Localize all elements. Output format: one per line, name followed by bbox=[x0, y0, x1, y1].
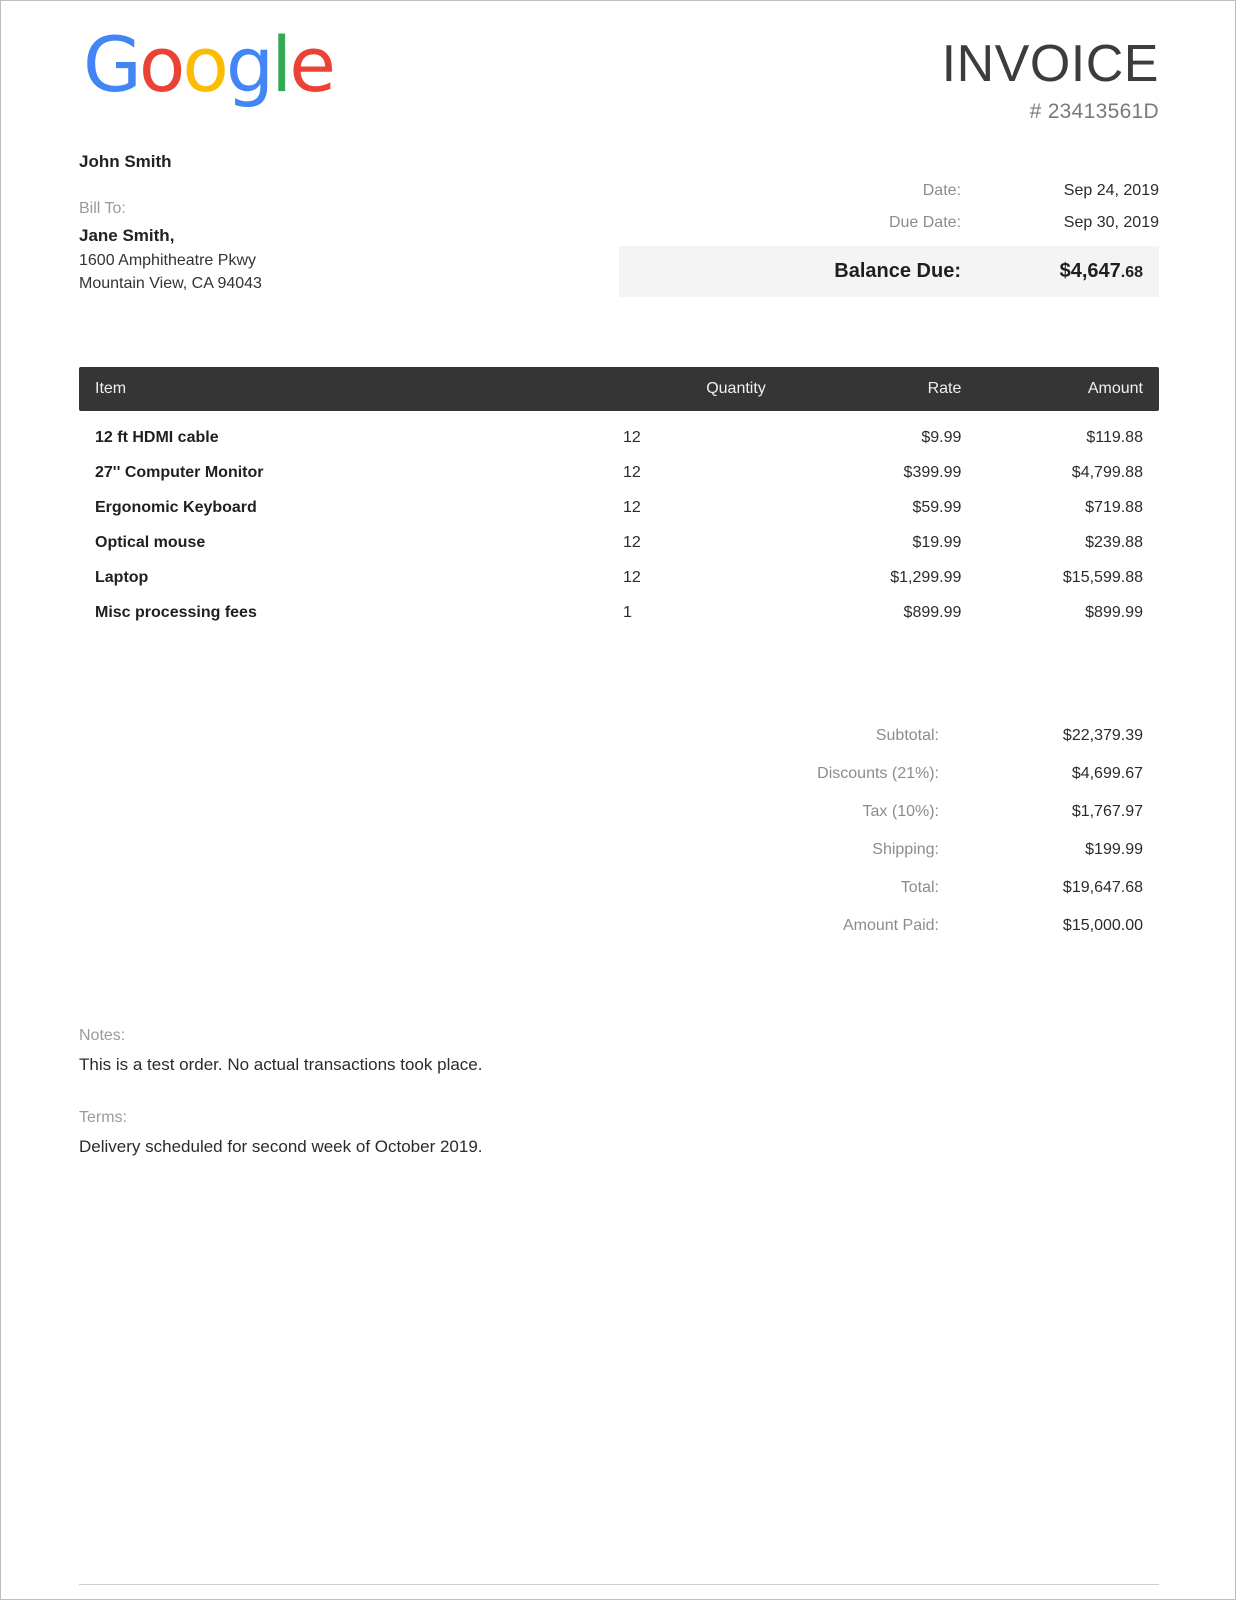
column-header-amount: Amount bbox=[1087, 379, 1143, 397]
totals-list bbox=[599, 727, 1159, 955]
cell-amount: $119.88 bbox=[1086, 429, 1143, 447]
total-value: $199.99 bbox=[1085, 840, 1143, 858]
table-row bbox=[79, 421, 1159, 456]
table-body bbox=[79, 411, 1159, 631]
due-date-label: Due Date: bbox=[888, 213, 961, 231]
buyer-address-line-2: Mountain View, CA 94043 bbox=[79, 274, 262, 292]
party-block bbox=[79, 152, 559, 297]
google-logo-letter-3: g bbox=[225, 20, 272, 109]
cell-rate: $399.99 bbox=[903, 464, 962, 482]
meta-row-due-date bbox=[619, 214, 1159, 232]
meta-row-date bbox=[619, 182, 1159, 200]
cell-amount: $239.88 bbox=[1085, 534, 1143, 552]
total-value: $1,767.97 bbox=[1071, 802, 1143, 820]
buyer-name: Jane Smith, bbox=[79, 225, 175, 245]
totals-section bbox=[79, 727, 1159, 955]
total-row bbox=[599, 917, 1159, 935]
cell-quantity: 12 bbox=[623, 429, 641, 447]
footer-divider bbox=[79, 1584, 1159, 1585]
total-label: Discounts (21%): bbox=[817, 764, 939, 782]
invoice-meta bbox=[619, 152, 1159, 297]
date-value: Sep 24, 2019 bbox=[1063, 181, 1159, 199]
column-header-rate: Rate bbox=[927, 379, 962, 397]
table-header-row bbox=[79, 367, 1159, 411]
total-row bbox=[599, 727, 1159, 745]
terms-text: Delivery scheduled for second week of October 2019. bbox=[79, 1136, 483, 1156]
cell-quantity: 12 bbox=[623, 534, 641, 552]
total-value: $19,647.68 bbox=[1062, 878, 1143, 896]
cell-item: Optical mouse bbox=[95, 534, 206, 552]
buyer-address-line-1: 1600 Amphitheatre Pkwy bbox=[79, 251, 256, 269]
cell-item: Ergonomic Keyboard bbox=[95, 499, 257, 517]
google-logo-letter-2: o bbox=[182, 20, 226, 109]
total-row bbox=[599, 841, 1159, 859]
cell-quantity: 12 bbox=[623, 569, 641, 587]
table-row bbox=[79, 456, 1159, 491]
balance-due-label: Balance Due: bbox=[834, 259, 961, 282]
google-logo bbox=[79, 20, 334, 109]
notes-label: Notes: bbox=[79, 1026, 126, 1044]
balance-due-value bbox=[989, 260, 1159, 283]
cell-rate: $59.99 bbox=[912, 499, 962, 517]
cell-amount: $15,599.88 bbox=[1062, 569, 1143, 587]
table-row bbox=[79, 596, 1159, 631]
total-label: Shipping: bbox=[872, 840, 939, 858]
total-row bbox=[599, 765, 1159, 783]
cell-item: Misc processing fees bbox=[95, 604, 257, 622]
total-label: Tax (10%): bbox=[862, 802, 939, 820]
cell-rate: $19.99 bbox=[912, 534, 962, 552]
invoice-sheet bbox=[1, 1, 1236, 1600]
total-value: $22,379.39 bbox=[1062, 726, 1143, 744]
google-logo-letter-0: G bbox=[83, 20, 139, 109]
invoice-header bbox=[79, 1, 1159, 124]
line-items-table bbox=[79, 367, 1159, 631]
total-row bbox=[599, 879, 1159, 897]
column-header-quantity: Quantity bbox=[706, 379, 766, 397]
total-label: Amount Paid: bbox=[842, 916, 939, 934]
notes-text: This is a test order. No actual transactions took place. bbox=[79, 1054, 483, 1074]
table-row bbox=[79, 526, 1159, 561]
cell-quantity: 12 bbox=[623, 499, 641, 517]
seller-name: John Smith bbox=[79, 151, 172, 171]
balance-due-amount: $4,647 bbox=[1059, 259, 1121, 282]
bill-to-label: Bill To: bbox=[79, 199, 126, 217]
table-row bbox=[79, 561, 1159, 596]
cell-quantity: 12 bbox=[623, 464, 641, 482]
due-date-value: Sep 30, 2019 bbox=[1063, 213, 1159, 231]
google-logo-letter-5: e bbox=[289, 20, 334, 109]
cell-item: 27'' Computer Monitor bbox=[95, 464, 264, 482]
terms-label: Terms: bbox=[79, 1108, 127, 1126]
table-row bbox=[79, 491, 1159, 526]
total-value: $4,699.67 bbox=[1071, 764, 1143, 782]
cell-item: Laptop bbox=[95, 569, 149, 587]
total-label: Subtotal: bbox=[875, 726, 939, 744]
balance-due-cents: .68 bbox=[1120, 263, 1143, 281]
total-label: Total: bbox=[900, 878, 939, 896]
cell-amount: $899.99 bbox=[1085, 604, 1143, 622]
parties-and-meta bbox=[79, 152, 1159, 297]
balance-due-row bbox=[619, 246, 1159, 297]
page-title: INVOICE bbox=[941, 35, 1159, 93]
cell-amount: $719.88 bbox=[1085, 499, 1143, 517]
total-value: $15,000.00 bbox=[1062, 916, 1143, 934]
date-label: Date: bbox=[922, 181, 961, 199]
cell-amount: $4,799.88 bbox=[1071, 464, 1143, 482]
cell-rate: $899.99 bbox=[903, 604, 962, 622]
column-header-item: Item bbox=[95, 379, 127, 397]
invoice-number: # 23413561D bbox=[1029, 99, 1159, 123]
cell-item: 12 ft HDMI cable bbox=[95, 429, 219, 447]
cell-rate: $9.99 bbox=[921, 429, 962, 447]
cell-quantity: 1 bbox=[623, 604, 632, 622]
notes-section bbox=[79, 1027, 1159, 1157]
cell-rate: $1,299.99 bbox=[890, 569, 962, 587]
invoice-title-block bbox=[942, 27, 1159, 124]
google-logo-letter-1: o bbox=[138, 20, 183, 109]
google-logo-letter-4: l bbox=[271, 20, 290, 109]
total-row bbox=[599, 803, 1159, 821]
